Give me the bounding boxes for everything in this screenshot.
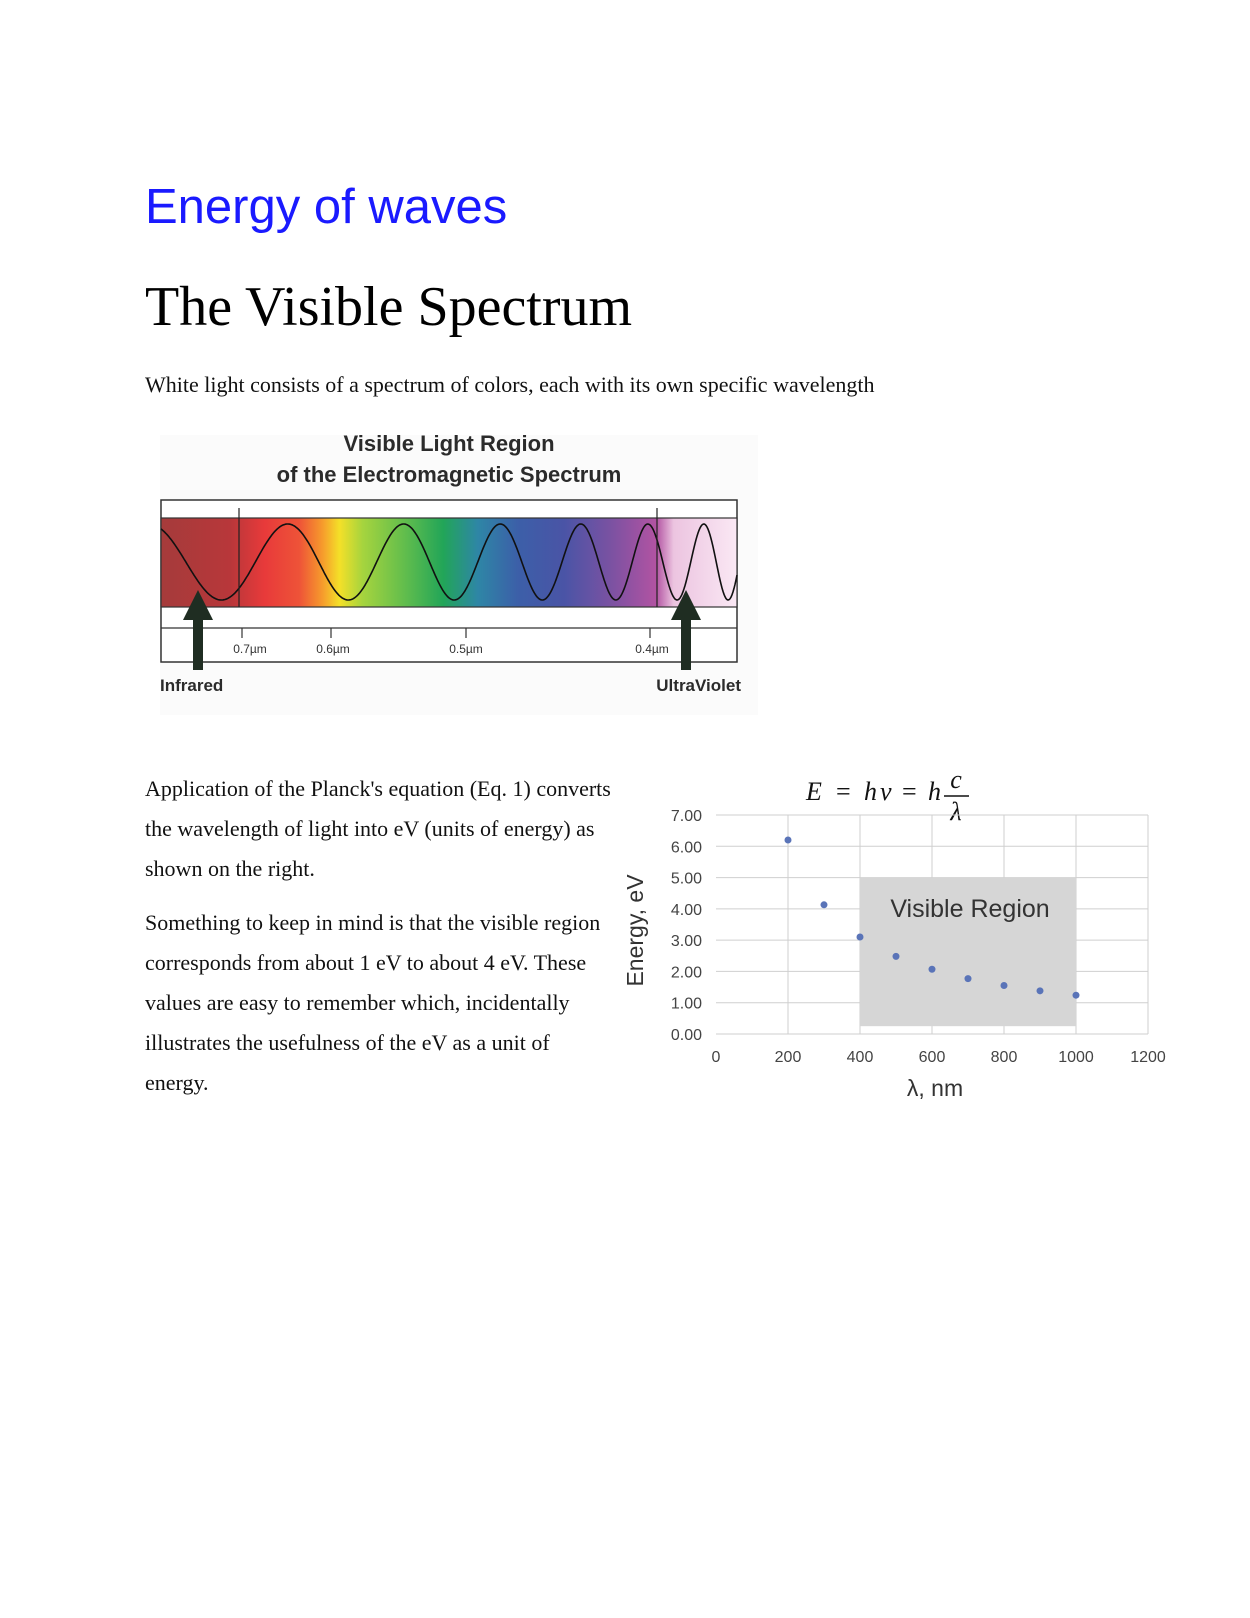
intro-paragraph: White light consists of a spectrum of colors, each with its own specific wavelength	[145, 372, 875, 397]
data-point	[785, 837, 792, 844]
y-tick-label: 0.00	[670, 1027, 702, 1044]
x-tick-label: 800	[990, 1049, 1018, 1066]
body-text	[145, 769, 615, 1117]
data-point	[929, 966, 936, 973]
data-point	[893, 953, 900, 960]
visible-spectrum-figure	[160, 431, 758, 715]
y-tick-label: 7.00	[670, 808, 702, 825]
y-tick-label: 5.00	[670, 870, 702, 888]
equation-numerator: c	[950, 765, 962, 794]
ultraviolet-label: UltraViolet	[656, 676, 741, 695]
data-point	[1037, 987, 1044, 994]
y-tick-label: 3.00	[670, 933, 702, 951]
data-point	[1001, 982, 1008, 989]
energy-chart	[622, 765, 1205, 1130]
data-point	[965, 975, 972, 982]
y-axis-label: Energy, eV	[622, 874, 649, 987]
planck-equation	[805, 765, 969, 826]
spectrum-title-line-2: of the Electromagnetic Spectrum	[276, 462, 622, 487]
planck-paragraph: Application of the Planck's equation (Eq. 1) converts the wavelength of light into eV (units of energy) as shown on the right.	[145, 776, 611, 881]
data-point	[857, 934, 864, 941]
equation-denominator: λ	[950, 797, 962, 826]
y-tick-label: 1.00	[670, 995, 702, 1013]
y-tick-label: 2.00	[670, 964, 702, 982]
x-tick-labels	[712, 1049, 1166, 1066]
spectrum-title-line-1: Visible Light Region	[343, 431, 555, 456]
equation-h-2: h	[928, 777, 941, 806]
tick-label: 0.4µm	[635, 642, 669, 656]
equation-nu: ν	[880, 777, 892, 806]
x-axis-label: λ, nm	[906, 1075, 964, 1101]
infrared-label: Infrared	[160, 676, 224, 695]
equation-lhs: E	[806, 777, 822, 806]
equation-equals-2: =	[902, 777, 917, 806]
tick-label: 0.5µm	[449, 642, 483, 656]
y-tick-label: 4.00	[670, 901, 702, 919]
tick-label: 0.7µm	[233, 642, 267, 656]
equation-h-1: h	[864, 777, 877, 806]
y-tick-labels	[671, 808, 702, 1044]
x-tick-label: 400	[846, 1049, 874, 1066]
x-tick-label: 1000	[1058, 1049, 1094, 1066]
x-tick-label: 600	[918, 1049, 946, 1066]
y-tick-label: 6.00	[670, 839, 702, 857]
visible-region-paragraph: Something to keep in mind is that the visible region corresponds from about 1 eV to about 4 eV. These values are easy to remember which, incidentally illustrates the usefulness of the eV as a unit of energy.	[145, 910, 601, 1095]
x-tick-label: 0	[711, 1049, 721, 1066]
x-tick-label: 1200	[1130, 1049, 1166, 1066]
tick-label: 0.6µm	[316, 642, 350, 656]
section-title: The Visible Spectrum	[145, 276, 633, 338]
x-tick-label: 200	[774, 1049, 802, 1066]
data-point	[1073, 992, 1080, 999]
visible-region-label: Visible Region	[890, 895, 1050, 924]
document-heading: Energy of waves	[145, 180, 508, 234]
data-point	[821, 901, 828, 908]
equation-equals-1: =	[836, 777, 851, 806]
spectrum-band	[161, 518, 737, 607]
